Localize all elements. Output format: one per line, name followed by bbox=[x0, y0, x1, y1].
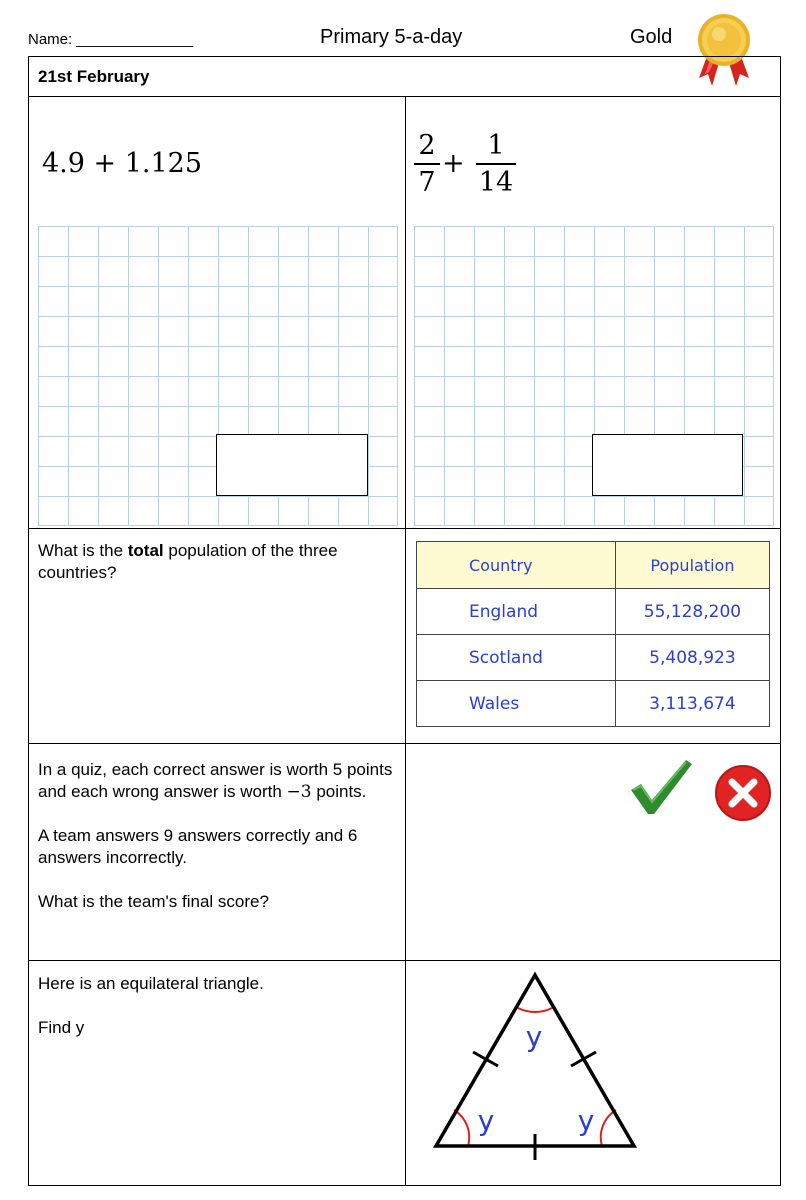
q3-text: population of the three countries? bbox=[38, 541, 338, 582]
table-cell: 3,113,674 bbox=[615, 681, 769, 727]
table-cell: Wales bbox=[417, 681, 616, 727]
q4-text: In a quiz, each correct answer is worth 5 points and each wrong answer is worth bbox=[38, 760, 393, 801]
fraction-bar bbox=[476, 163, 516, 165]
q3-text: What is the bbox=[38, 541, 128, 560]
table-header-cell: Population bbox=[615, 542, 769, 589]
worksheet-title: Primary 5-a-day bbox=[320, 26, 463, 48]
angle-label-y: y bbox=[525, 1020, 543, 1053]
worksheet-date: 21st February bbox=[38, 67, 150, 86]
angle-arc bbox=[601, 1110, 616, 1146]
q3-bold-word: total bbox=[127, 541, 164, 560]
equilateral-triangle-diagram bbox=[428, 968, 644, 1166]
cross-icon[interactable] bbox=[714, 764, 772, 822]
q4-negative-value: −3 bbox=[286, 782, 312, 802]
angle-label-y: y bbox=[477, 1104, 495, 1137]
table-row bbox=[417, 635, 770, 681]
table-cell: 5,408,923 bbox=[615, 635, 769, 681]
angle-arc bbox=[454, 1110, 469, 1146]
table-cell: 55,128,200 bbox=[615, 589, 769, 635]
q3-question bbox=[38, 540, 393, 584]
table-header-row bbox=[417, 542, 770, 589]
q2-fraction-b-numerator: 1 bbox=[487, 130, 505, 161]
q5-text: Find y bbox=[38, 1018, 85, 1037]
table-cell: Scotland bbox=[417, 635, 616, 681]
fraction-bar bbox=[414, 163, 440, 165]
q5-question bbox=[38, 973, 393, 1061]
level-label: Gold bbox=[630, 26, 673, 48]
q2-fraction-a-numerator: 2 bbox=[418, 130, 436, 161]
check-icon[interactable] bbox=[628, 756, 694, 818]
q1-answer-box[interactable] bbox=[216, 434, 368, 496]
q2-operator: + bbox=[442, 148, 465, 179]
table-header-cell: Country bbox=[417, 542, 616, 589]
equal-side-tick bbox=[571, 1052, 596, 1066]
angle-label-y: y bbox=[577, 1104, 595, 1137]
table-row bbox=[417, 681, 770, 727]
angle-arc bbox=[518, 1008, 552, 1012]
q2-fraction-a-denominator: 7 bbox=[418, 167, 436, 198]
q2-fraction-a bbox=[414, 130, 440, 198]
name-field-label: Name: ______________ bbox=[28, 31, 194, 48]
q2-answer-box[interactable] bbox=[592, 434, 743, 496]
table-cell: England bbox=[417, 589, 616, 635]
q4-text: What is the team's final score? bbox=[38, 892, 269, 911]
q4-text: A team answers 9 answers correctly and 6 answers incorrectly. bbox=[38, 826, 358, 867]
q4-question bbox=[38, 759, 393, 935]
q4-text: points. bbox=[311, 782, 367, 801]
column-divider bbox=[405, 96, 406, 1186]
q2-fraction-b bbox=[476, 130, 516, 198]
q1-expression: 4.9 + 1.125 bbox=[42, 148, 203, 179]
q5-text: Here is an equilateral triangle. bbox=[38, 974, 264, 993]
triangle-outline bbox=[436, 975, 634, 1146]
population-table bbox=[416, 541, 770, 727]
q2-fraction-b-denominator: 14 bbox=[478, 167, 514, 198]
table-row bbox=[417, 589, 770, 635]
